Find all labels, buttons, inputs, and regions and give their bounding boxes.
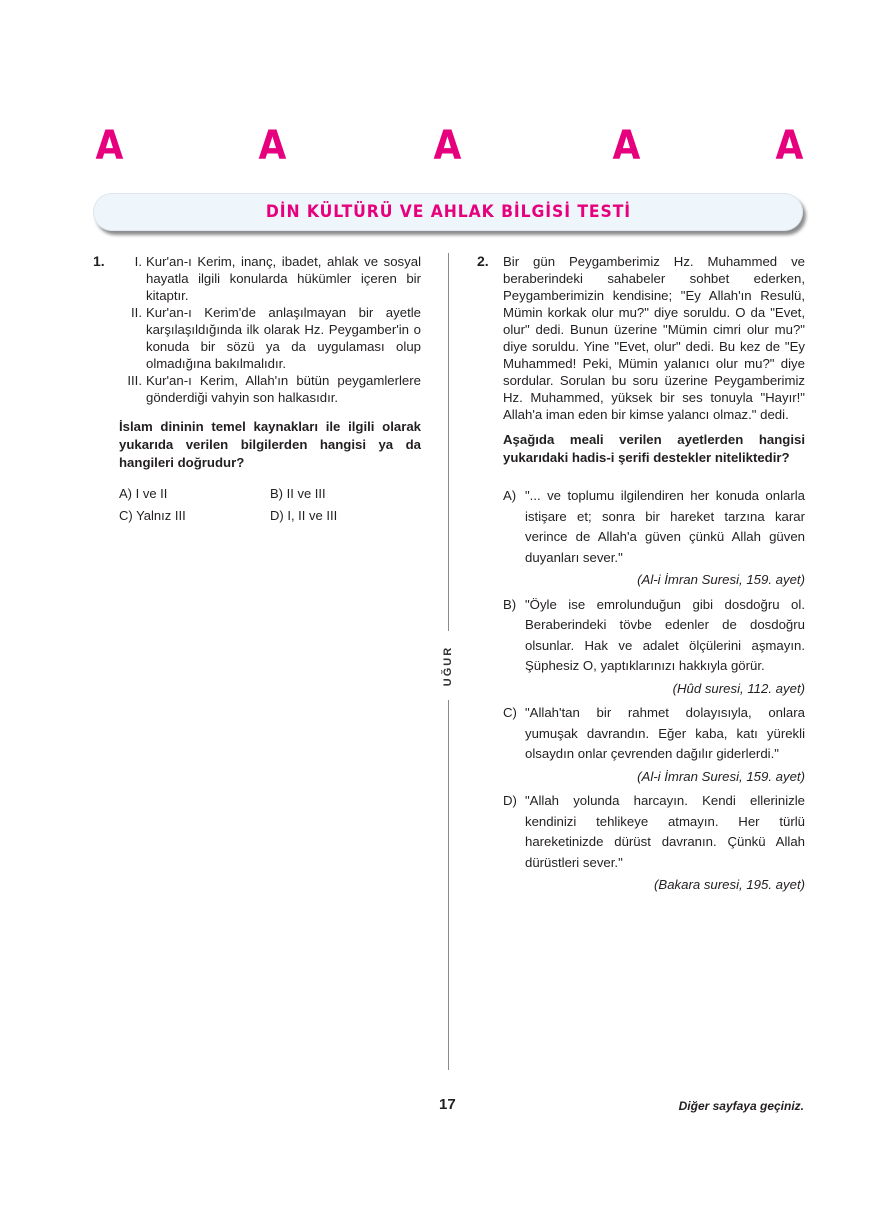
option-b[interactable] — [503, 595, 805, 704]
option-c[interactable]: C) Yalnız III — [119, 508, 186, 523]
booklet-letter: A — [433, 123, 462, 169]
option-letter: C) — [503, 705, 517, 720]
option-letter: A) — [503, 488, 517, 503]
option-a[interactable]: A) I ve II — [119, 486, 168, 501]
statement-numeral: I. — [134, 254, 142, 269]
question-number: 2. — [477, 253, 489, 269]
option-text: "Allah yolunda harcayın. Kendi ellerinizle kendinizi tehlikeye atmayın. Her türlü hareketinizde dürüst davranın. Çünkü Allah dürüstleri sever." — [525, 793, 805, 870]
next-page-note: Diğer sayfaya geçiniz. — [678, 1099, 804, 1113]
statement-text: Kur'an-ı Kerim'de anlaşılmayan bir ayetle karşılaşıldığında ilk olarak Hz. Peygamber'in o konuda bir sözü ya da uygulaması olup olmadığına bakılmalıdır. — [146, 305, 421, 371]
booklet-letter: A — [95, 123, 124, 169]
side-brand-label — [436, 640, 460, 692]
option-b[interactable]: B) II ve III — [270, 486, 326, 501]
option-c[interactable] — [503, 703, 805, 791]
column-divider — [448, 253, 449, 631]
hadith-passage: Bir gün Peygamberimiz Hz. Muhammed ve beraberindeki sahabeler sohbet ederken, Peygamberimizin kendisine; "Ey Allah'ın Resulü, Mümin korkak olur mu?" diye soruldu. O da "Evet, olur" dedi. Bunun üzerine "Mümin cimri olur mu?" diye soruldu. Yine "Evet, olur" dedi. Bu kez de "Ey Muhammed! Peki, Mümin yalanıcı olur mu?" diye sordular. Sorulan bu soru üzerine Peygamberimiz Hz. Muhammed, yüksek bir ses tonuyla "Hayır!" Allah'a iman eden bir kimse yalancı olmaz." dedi. — [503, 254, 805, 422]
booklet-letter: A — [775, 123, 804, 169]
statement-numeral: II. — [131, 305, 142, 320]
answer-options — [503, 486, 805, 900]
test-title-banner — [93, 193, 803, 231]
statement-item — [117, 372, 421, 406]
booklet-letter: A — [612, 123, 641, 169]
option-letter: D) — [503, 793, 517, 808]
test-title: DİN KÜLTÜRÜ VE AHLAK BİLGİSİ TESTİ — [265, 202, 631, 222]
verse-source: (Al-i İmran Suresi, 159. ayet) — [637, 572, 805, 587]
verse-source: (Al-i İmran Suresi, 159. ayet) — [637, 768, 805, 784]
option-text: "Allah'tan bir rahmet dolayısıyla, onlara yumuşak davrandın. Eğer kaba, katı yürekli olsaydın onlar çevrenden dağılır giderlerdi." — [525, 705, 805, 761]
option-text: "... ve toplumu ilgilendiren her konuda onlarla istişare et; sonra bir hareket tarzına karar verince de Allah'a güven çünkü Allah güven duyanları sever." — [525, 488, 805, 565]
statement-numeral: III. — [127, 373, 142, 388]
booklet-type-letters — [0, 122, 880, 172]
answer-options — [119, 486, 421, 530]
question-number: 1. — [93, 253, 105, 269]
statement-item — [117, 304, 421, 372]
booklet-letter: A — [258, 123, 287, 169]
statement-item — [117, 253, 421, 304]
question-stem: İslam dininin temel kaynakları ile ilgili olarak yukarıda verilen bilgilerden hangisi ya da hangileri doğrudur? — [119, 419, 421, 470]
page-number: 17 — [439, 1096, 456, 1113]
statement-list — [117, 253, 421, 406]
option-letter: B) — [503, 596, 517, 612]
option-text: "Öyle ise emrolunduğun gibi dosdoğru ol. Beraberindeki tövbe edenler de dosdoğru olsunlar. Hak ve adalet ölçülerini aşmayın. Şüphesiz O, yaptıklarınızı hakkıyla görür. — [525, 596, 805, 673]
question-stem: Aşağıda meali verilen ayetlerden hangisi yukarıdaki hadis-i şerifi destekler niteliktedir? — [503, 432, 805, 465]
option-d[interactable]: D) I, II ve III — [270, 508, 338, 523]
option-a[interactable] — [503, 486, 805, 595]
statement-text: Kur'an-ı Kerim, inanç, ibadet, ahlak ve sosyal hayatla ilgili konularda hükümler içeren bir kitaptır. — [146, 254, 421, 303]
option-d[interactable] — [503, 791, 805, 900]
column-divider — [448, 700, 449, 1070]
statement-text: Kur'an-ı Kerim, Allah'ın bütün peygamlerlere gönderdiği vahyin son halkasıdır. — [146, 373, 421, 405]
verse-source: (Bakara suresi, 195. ayet) — [654, 877, 805, 892]
brand-text: UĞUR — [442, 645, 455, 687]
verse-source: (Hûd suresi, 112. ayet) — [672, 680, 805, 696]
